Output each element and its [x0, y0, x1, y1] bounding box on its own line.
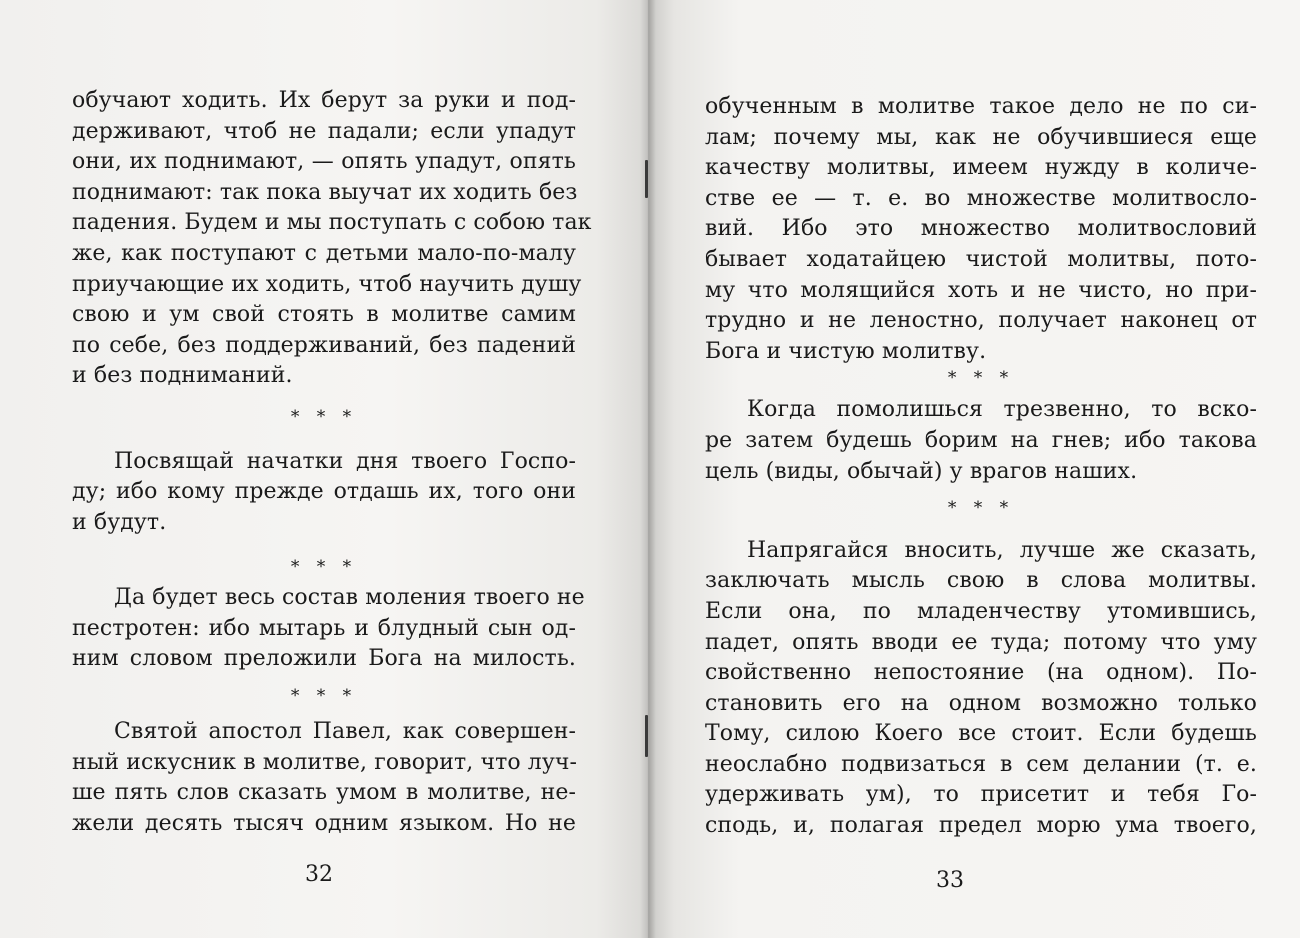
paragraph [705, 536, 1257, 842]
text-line: сподь, и, полагая предел морю ума твоего, [705, 813, 1257, 839]
paragraph [705, 92, 1257, 367]
text-line: Бога и чистую молитву. [705, 338, 987, 364]
text-line: пестротен: ибо мытарь и блудный сын од- [72, 615, 576, 641]
text-line: приучающие их ходить, чтоб научить душу [72, 271, 582, 297]
text-line: Напрягайся вносить, лучше же сказать, [747, 537, 1257, 563]
text-line: му что молящийся хоть и не чисто, но при- [705, 277, 1257, 303]
section-separator: * * * [947, 498, 1015, 519]
text-line: обученным в молитве такое дело не по си- [705, 94, 1257, 119]
text-line: падения. Будем и мы поступать с собою так [72, 210, 592, 236]
text-line: ше пять слов сказать умом в молитве, не- [72, 780, 576, 806]
text-line: лам; почему мы, как не обучившиеся еще [705, 124, 1257, 150]
paragraph [72, 717, 576, 839]
text-line: же, как поступают с детьми мало-по-малу [72, 240, 576, 266]
page-number: 32 [305, 862, 333, 887]
paragraph [72, 86, 592, 392]
section-separator: * * * [290, 685, 358, 706]
text-line: стве ее — т. е. во множестве молитвосло- [705, 185, 1257, 211]
text-line: качеству молитвы, имеем нужду в количе- [705, 155, 1257, 181]
right-page [648, 0, 1300, 938]
section-separator: * * * [947, 368, 1015, 389]
text-line: Когда помолишься трезвенно, то вско- [747, 397, 1257, 423]
left-page [0, 0, 648, 938]
right-page-text [705, 92, 1257, 842]
binding-staple [645, 715, 648, 757]
text-line: и без подниманий. [72, 363, 293, 389]
text-line: ним словом преложили Бога на милость. [72, 646, 576, 672]
text-line: ду; ибо кому прежде отдашь их, того они [72, 479, 576, 505]
text-line: Если она, по младенчеству утомившись, [705, 598, 1257, 624]
book-gutter [640, 0, 656, 938]
text-line: Посвящай начатки дня твоего Госпо- [114, 448, 576, 474]
paragraph [72, 447, 576, 539]
text-line: ный искусник в молитве, говорит, что луч- [72, 749, 578, 775]
text-line: падет, опять вводи ее туда; потому что уму [705, 629, 1257, 655]
text-line: трудно и не леностно, получает наконец от [705, 308, 1257, 334]
section-separator: * * * [290, 557, 358, 578]
text-line: свою и ум свой стоять в молитве самим [72, 302, 576, 328]
paragraph [72, 583, 585, 675]
text-line: обучают ходить. Их берут за руки и под- [72, 88, 576, 113]
binding-staple [645, 160, 648, 198]
left-page-text [72, 86, 592, 840]
text-line: Да будет весь состав моления твоего не [114, 584, 585, 610]
text-line: жели десять тысяч одним языком. Но не [72, 811, 576, 837]
text-line: поднимают: так пока выучат их ходить без [72, 179, 578, 205]
text-line: неослабно подвизаться в сем делании (т. е. [705, 751, 1257, 777]
page-number: 33 [936, 868, 964, 893]
text-line: Святой апостол Павел, как совершен- [114, 719, 576, 745]
text-line: бывает ходатайцею чистой молитвы, пото- [705, 246, 1257, 272]
paragraph [705, 395, 1257, 487]
text-line: свойственно непостояние (на одном). По- [705, 660, 1257, 686]
text-line: ре затем будешь борим на гнев; ибо такова [705, 427, 1257, 453]
text-line: по себе, без поддерживаний, без падений [72, 332, 576, 358]
text-line: Тому, силою Коего все стоит. Если будешь [705, 721, 1257, 747]
text-line: держивают, чтоб не падали; если упадут [72, 118, 576, 144]
text-line: они, их поднимают, — опять упадут, опять [72, 149, 576, 175]
section-separator: * * * [290, 406, 358, 427]
text-line: заключать мысль свою в слова молитвы. [705, 568, 1257, 594]
text-line: удерживать ум), то присетит и тебя Го- [705, 782, 1257, 808]
text-line: и будут. [72, 509, 167, 535]
text-line: цель (виды, обычай) у врагов наших. [705, 458, 1138, 484]
text-line: вий. Ибо это множество молитвословий [705, 216, 1257, 242]
text-line: становить его на одном возможно только [705, 690, 1257, 716]
